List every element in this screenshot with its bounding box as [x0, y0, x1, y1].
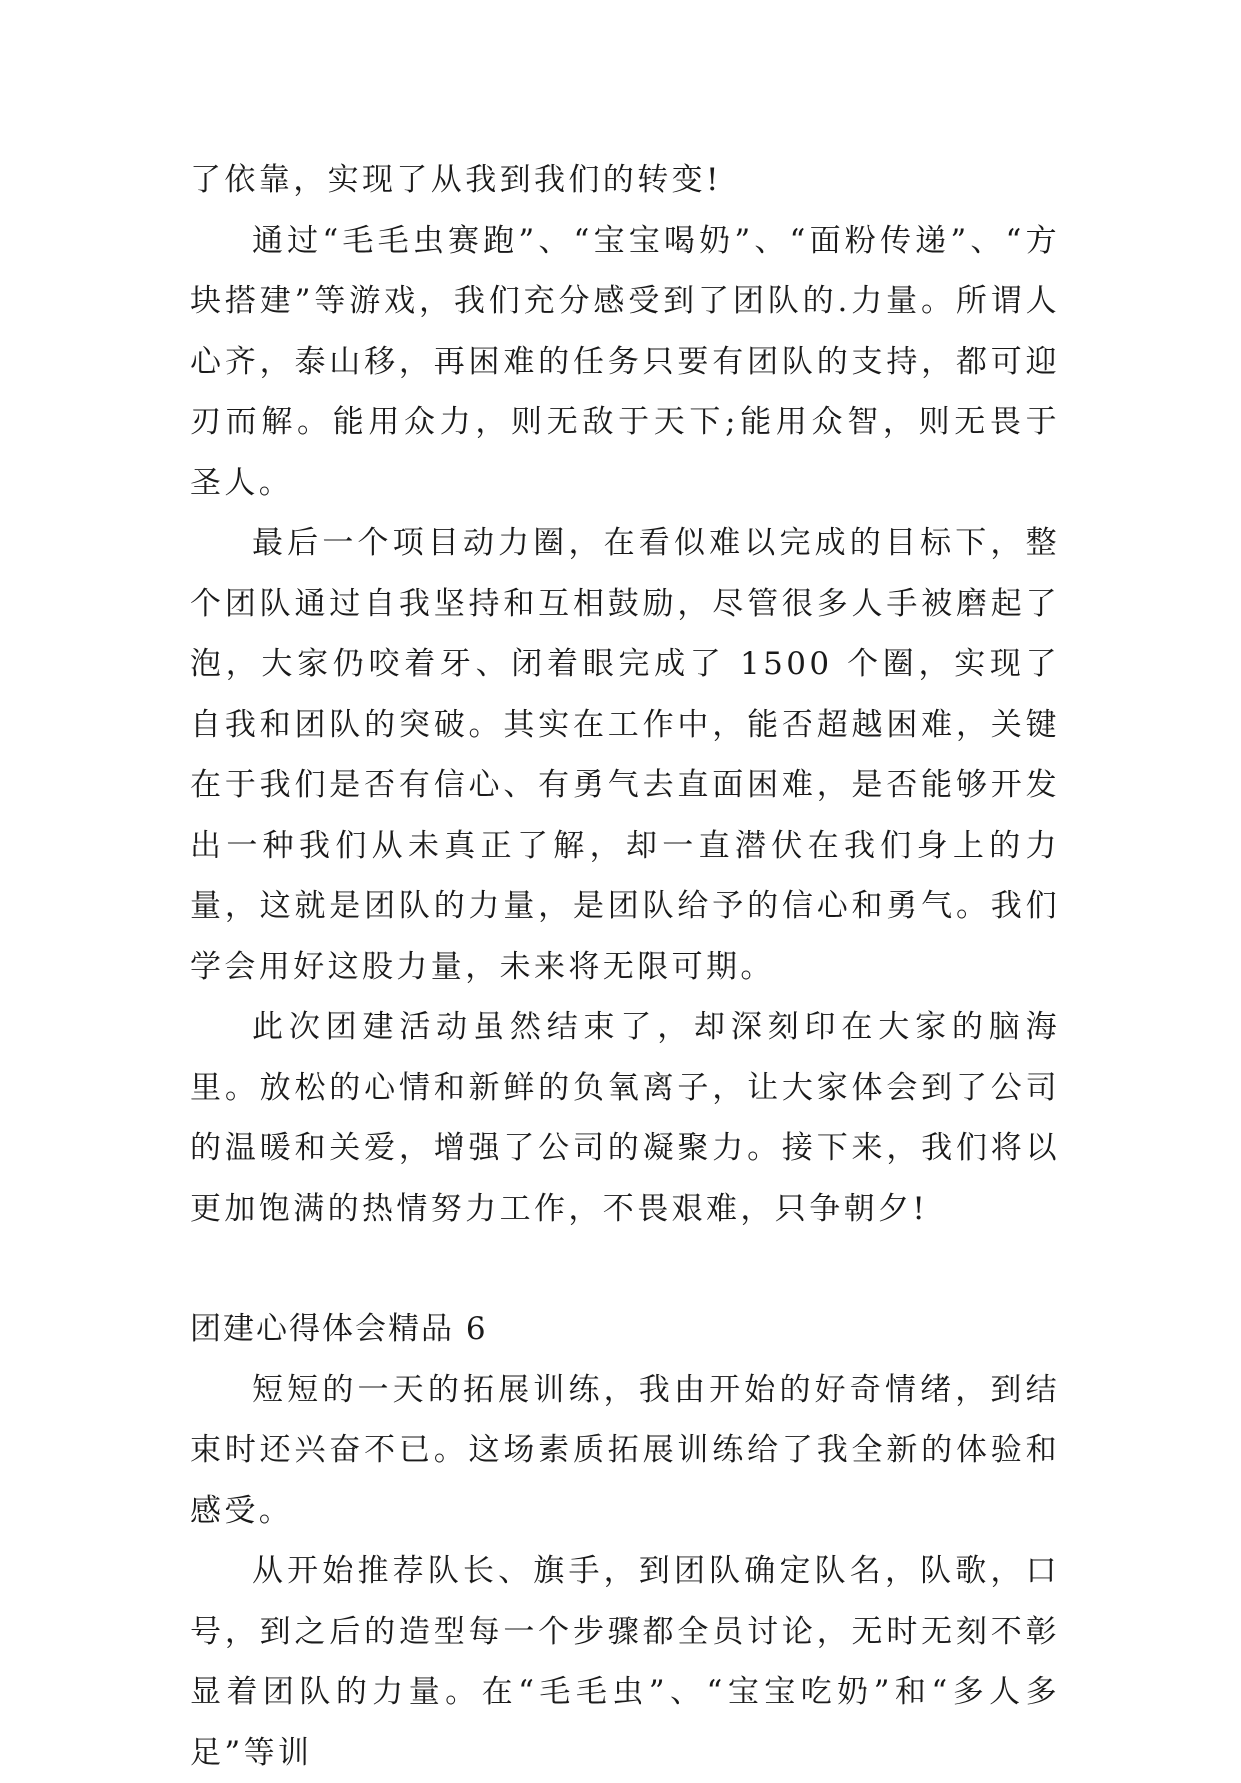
section-heading: 团建心得体会精品 6 [190, 1311, 488, 1347]
paragraph: 短短的一天的拓展训练，我由开始的好奇情绪，到结束时还兴奋不已。这场素质拓展训练给了我全新的体验和感受。 [190, 1371, 1060, 1529]
paragraph: 此次团建活动虽然结束了，却深刻印在大家的脑海里。放松的心情和新鲜的负氧离子，让大家体会到了公司的温暖和关爱，增强了公司的凝聚力。接下来，我们将以更加饱满的热情努力工作，不畏艰难，只争朝夕! [190, 1009, 1060, 1227]
paragraph-continuation: 了依靠，实现了从我到我们的转变! [190, 162, 722, 198]
paragraph: 通过“毛毛虫赛跑”、“宝宝喝奶”、“面粉传递”、“方块搭建”等游戏，我们充分感受到了团队的.力量。所谓人心齐，泰山移，再困难的任务只要有团队的支持，都可迎刃而解。能用众力，则无敌于天下;能用众智，则无畏于圣人。 [190, 222, 1060, 501]
paragraph: 最后一个项目动力圈，在看似难以完成的目标下，整个团队通过自我坚持和互相鼓励，尽管很多人手被磨起了泡，大家仍咬着牙、闭着眼完成了 1500 个圈，实现了自我和团队的突破。其实在工作中，能否超越困难，关键在于我们是否有信心、有勇气去直面困难，是否能够开发出一种我们从未真正了解，却一直潜伏在我们身上的力量，这就是团队的力量，是团队给予的信心和勇气。我们学会用好这股力量，未来将无限可期。 [190, 525, 1060, 985]
document-body [190, 150, 1060, 1783]
paragraph: 从开始推荐队长、旗手，到团队确定队名，队歌，口号，到之后的造型每一个步骤都全员讨论，无时无刻不彰显着团队的力量。在“毛毛虫”、“宝宝吃奶”和“多人多足”等训 [190, 1553, 1060, 1771]
